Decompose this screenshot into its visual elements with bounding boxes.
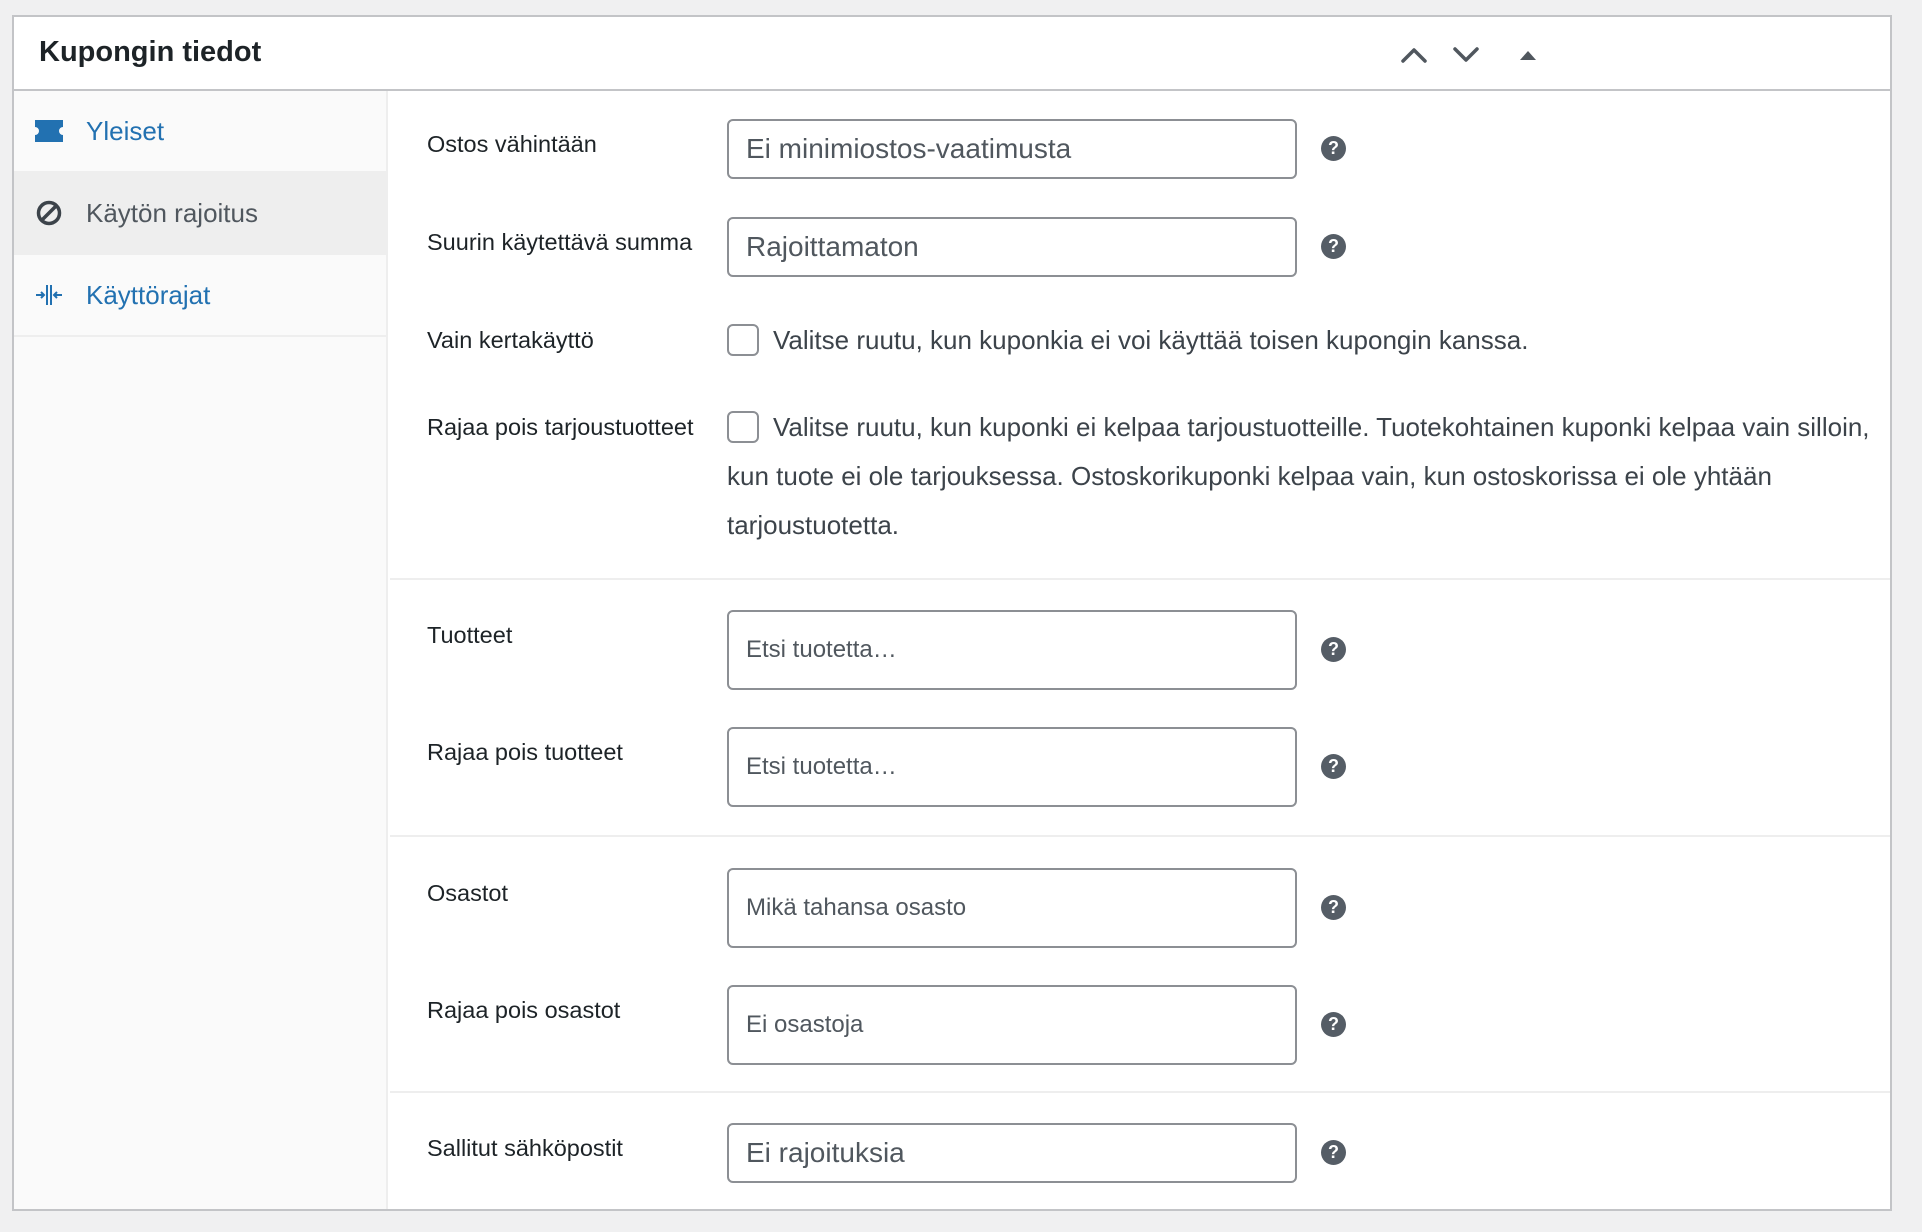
block-icon [34, 198, 64, 228]
help-icon[interactable]: ? [1321, 1012, 1346, 1037]
exclude-products-search-input[interactable] [727, 727, 1297, 807]
chevron-up-icon [1400, 46, 1428, 64]
help-icon[interactable]: ? [1321, 637, 1346, 662]
help-icon[interactable]: ? [1321, 1140, 1346, 1165]
help-icon[interactable]: ? [1321, 754, 1346, 779]
allowed-emails-label: Sallitut sähköpostit [427, 1135, 623, 1161]
chevron-down-icon [1452, 46, 1480, 64]
products-search-input[interactable] [727, 610, 1297, 690]
panel-header [14, 17, 1890, 91]
emails-group [390, 1093, 1890, 1213]
coupon-data-panel [12, 15, 1892, 1211]
tab-label: Käytön rajoitus [86, 197, 258, 228]
help-icon[interactable]: ? [1321, 895, 1346, 920]
products-label: Tuotteet [427, 622, 513, 648]
individual-use-label: Vain kertakäyttö [427, 327, 594, 353]
usage-restriction-panel [390, 91, 1890, 1209]
categories-label: Osastot [427, 880, 508, 906]
triangle-up-icon [1519, 49, 1537, 61]
tabs-sidebar [14, 91, 388, 1209]
allowed-emails-input[interactable] [727, 1123, 1297, 1183]
products-group [390, 580, 1890, 837]
limits-icon [34, 280, 64, 310]
help-icon[interactable]: ? [1321, 234, 1346, 259]
categories-select[interactable] [727, 868, 1297, 948]
max-spend-label: Suurin käytettävä summa [427, 229, 693, 255]
ticket-icon [34, 116, 64, 146]
tab-label: Käyttörajat [86, 279, 211, 310]
individual-use-checkbox[interactable] [727, 324, 759, 356]
help-icon[interactable]: ? [1321, 136, 1346, 161]
exclude-products-label: Rajaa pois tuotteet [427, 739, 623, 765]
exclude-categories-label: Rajaa pois osastot [427, 997, 621, 1023]
tab-usage-restriction[interactable] [14, 173, 386, 255]
tab-usage-limits[interactable] [14, 255, 386, 337]
individual-use-description: Valitse ruutu, kun kuponkia ei voi käyttää toisen kupongin kanssa. [773, 325, 1529, 355]
min-spend-input[interactable] [727, 119, 1297, 179]
exclude-sale-label: Rajaa pois tarjoustuotteet [427, 414, 694, 440]
panel-title: Kupongin tiedot [39, 36, 262, 68]
tab-label: Yleiset [86, 115, 165, 146]
move-up-button[interactable] [1394, 37, 1434, 73]
exclude-categories-select[interactable] [727, 985, 1297, 1065]
categories-group [390, 837, 1890, 1093]
move-down-button[interactable] [1446, 37, 1486, 73]
max-spend-input[interactable] [727, 217, 1297, 277]
toggle-panel-button[interactable] [1508, 37, 1548, 73]
exclude-sale-description: Valitse ruutu, kun kuponki ei kelpaa tarjoustuotteille. Tuotekohtainen kuponki kelpaa vain silloin, kun tuote ei ole tarjouksessa. Ostoskorikuponki kelpaa vain, kun ostoskorissa ei ole yhtään tarjoustuotetta. [727, 412, 1870, 540]
spend-options-group [390, 91, 1890, 580]
tab-general[interactable] [14, 91, 386, 173]
min-spend-label: Ostos vähintään [427, 131, 597, 157]
